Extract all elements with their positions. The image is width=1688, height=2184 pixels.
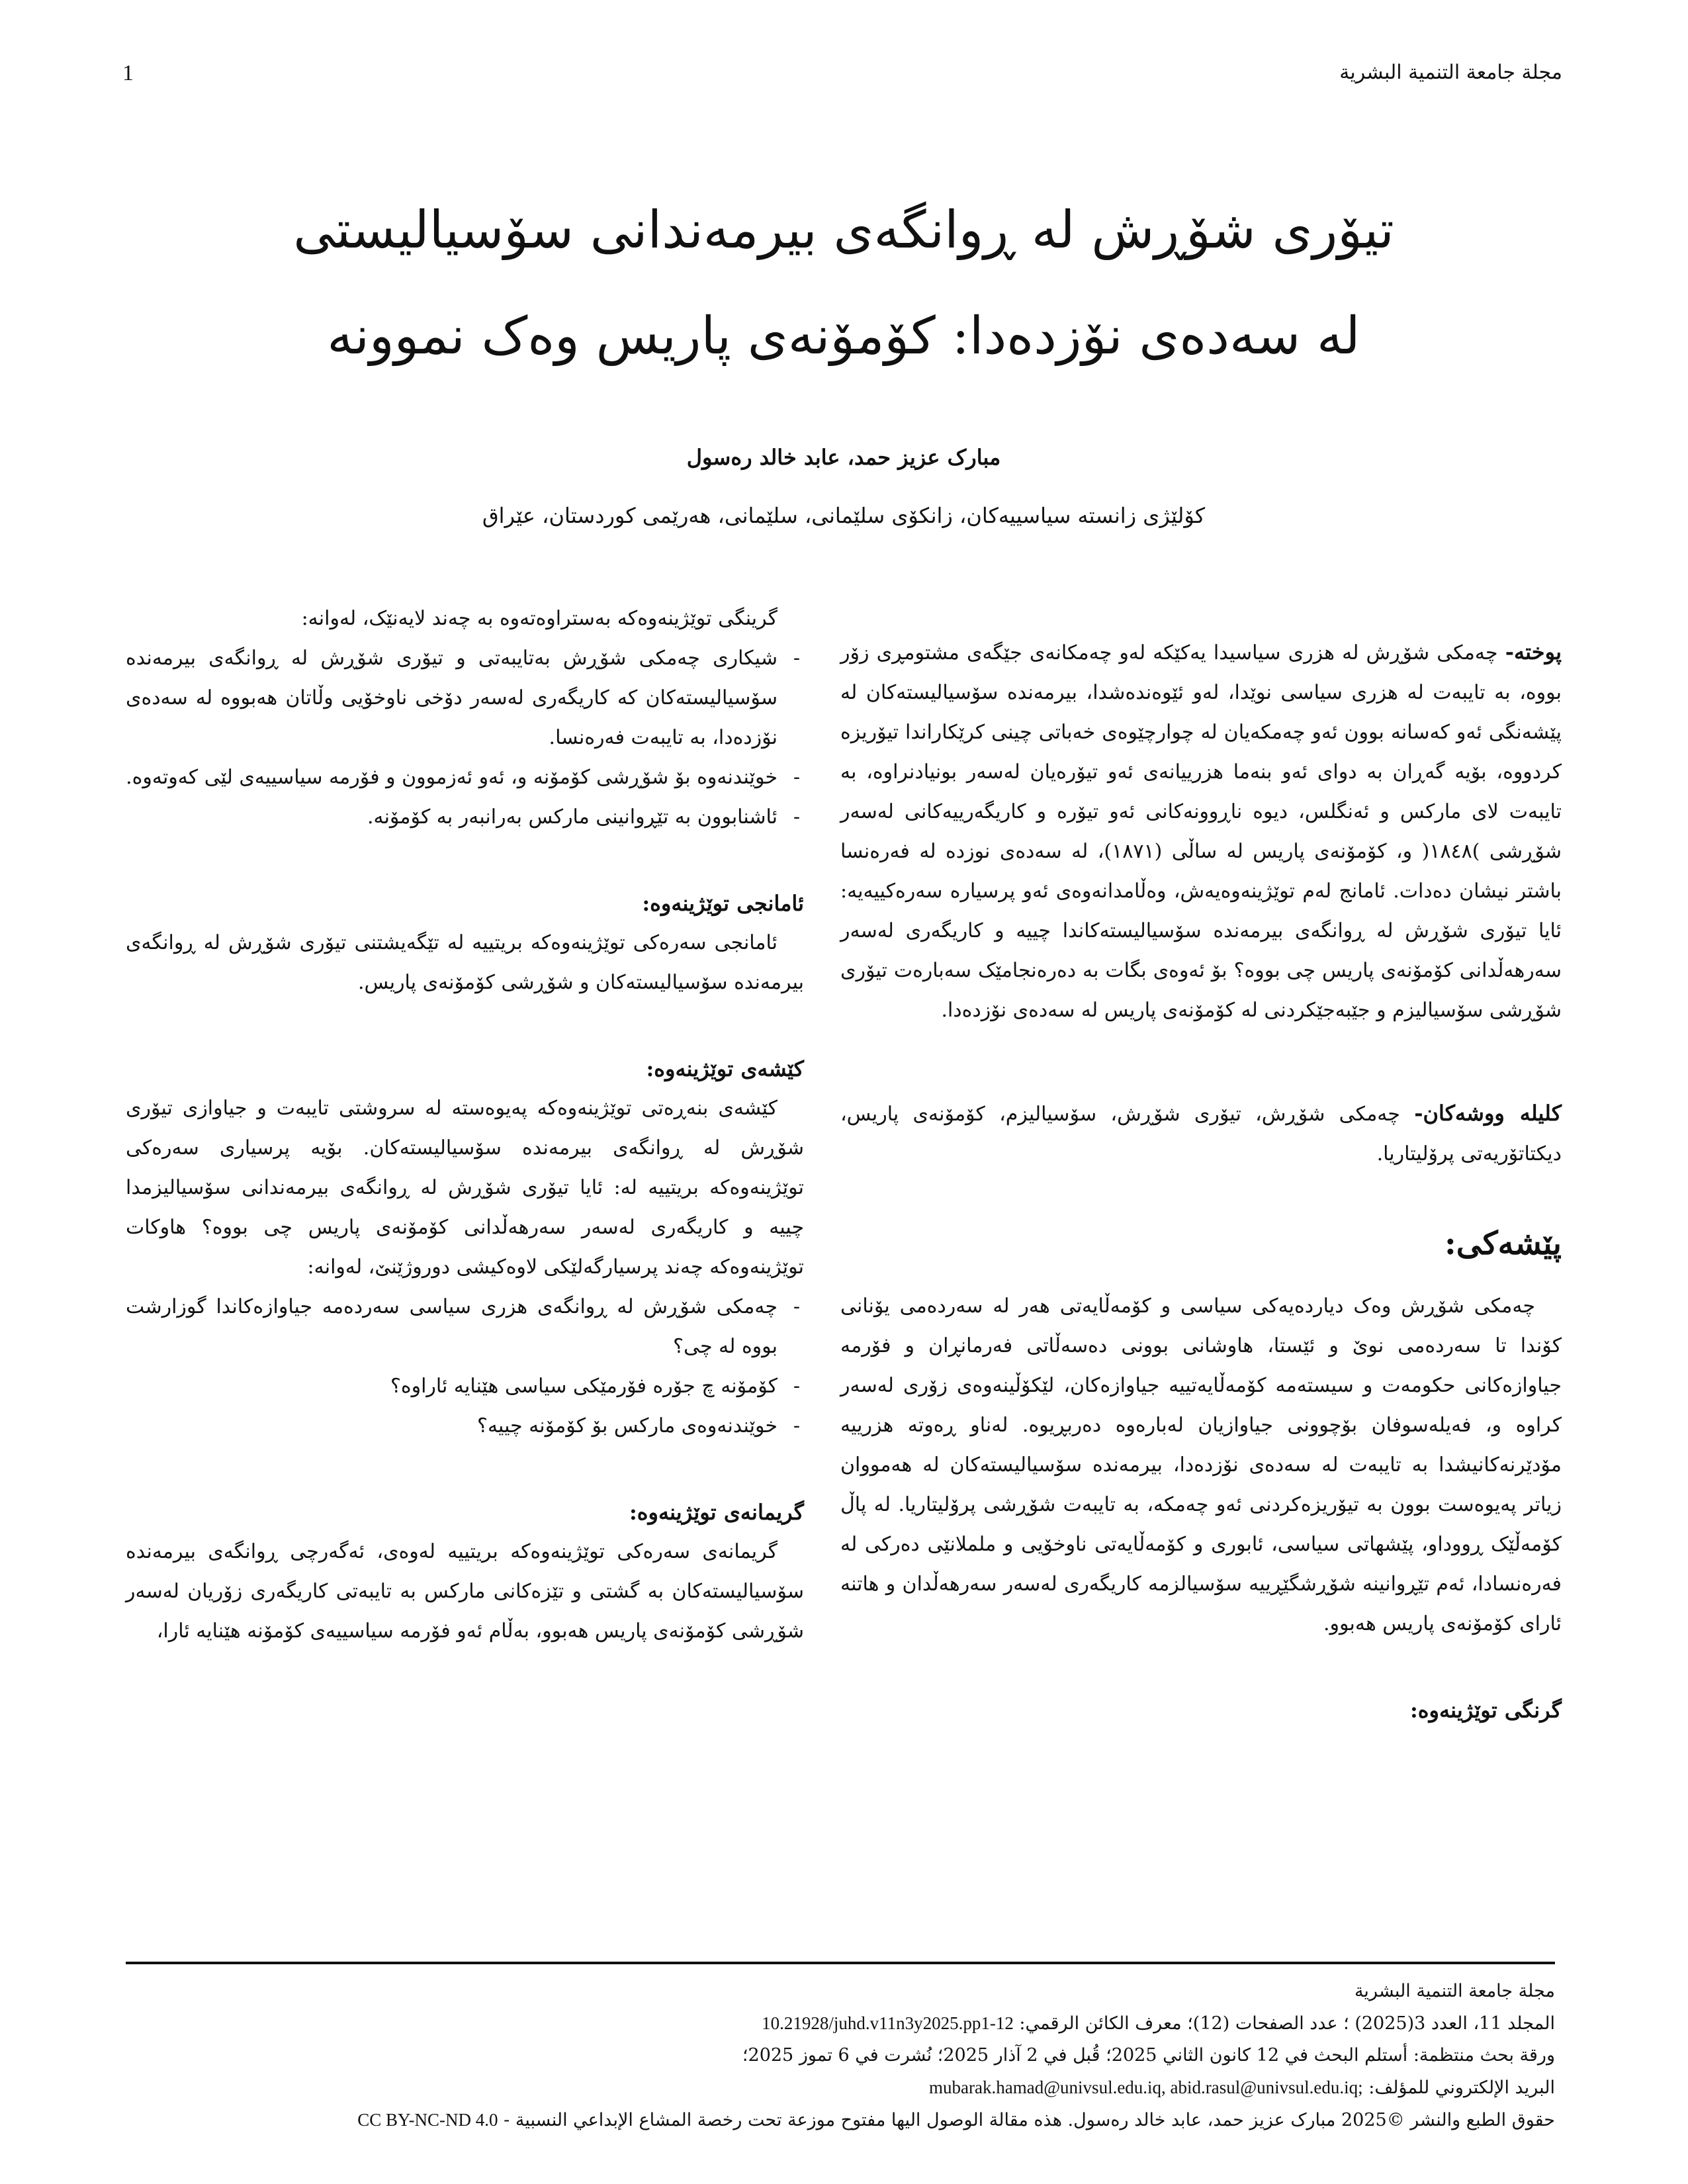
problem-text: کێشەی بنەڕەتی توێژینەوەکە پەیوەستە لە سروشتی تایبەت و جیاوازی تیۆری شۆڕش لە ڕوانگەی بیرمەندە سۆسیالیستەکان. بۆیە پرسیاری سەرەکی توێژینەوەکە بریتییە لە: ئایا تیۆری شۆڕش لە ڕوانگەی بیرمەندانی سۆسیالیزمدا چییە و کاریگەری لەسەر سەرهەڵدانی کۆمۆنەی پاریس چی بووە؟ هاوکات توێژینەوەکە چەند پرسیارگەلێکی لاوەکیشی دوروژێنێ، لەوانە:: [126, 1097, 804, 1279]
right-column: [840, 632, 1562, 1730]
footer: [126, 1976, 1555, 2136]
paper-title-line-1: تیۆری شۆڕش لە ڕوانگەی بیرمەندانی سۆسیالیستی: [293, 201, 1394, 260]
footer-copyright: [126, 2104, 1555, 2136]
question-item: - خوێندنەوەی مارکس بۆ کۆمۆنە چییە؟: [126, 1406, 777, 1446]
paper-title: [185, 177, 1502, 389]
hypothesis-heading: گریمانەی توێژینەوە:: [629, 1500, 804, 1525]
footer-copyright-text: حقوق الطبع والنشر ©2025 مبارک عزیز حمد، عابد خالد رەسول. هذه مقالة الوصول اليها مفتوح موزعة تحت رخصة المشاع الإبداعي النسبية -: [504, 2110, 1555, 2130]
keywords-label: کلیلە ووشەکان-: [1414, 1101, 1562, 1126]
journal-name-header: مجلة جامعة التنمية البشرية: [1339, 61, 1562, 84]
question-item: - چەمکی شۆڕش لە ڕوانگەی هزری سیاسی سەردەمە جیاوازەکاندا گوزارشت بووە لە چی؟: [126, 1287, 777, 1367]
problem-heading: کێشەی توێژینەوە:: [646, 1056, 804, 1081]
problem-questions-list: [126, 1287, 804, 1446]
footer-divider: [126, 1962, 1555, 1964]
importance-list: [126, 639, 804, 837]
footer-license: CC BY-NC-ND 4.0: [357, 2110, 498, 2130]
affiliation: کۆلێژی زانستە سیاسییەکان، زانکۆی سلێمانی، سلێمانی، هەرێمی کوردستان، عێراق: [482, 503, 1206, 528]
importance-item: - شیکاری چەمکی شۆڕش بەتایبەتی و تیۆری شۆڕش لە ڕوانگەی بیرمەندە سۆسیالیستەکان کە کاریگەری لەسەر دۆخی ناوخۆیی وڵاتان هەبووە لە سەدەی نۆزدەدا، بە تایبەت فەرەنسا.: [126, 639, 777, 758]
importance-item: - ئاشنابوون بە تێڕوانینی مارکس بەرانبەر بە کۆمۆنە.: [126, 797, 777, 837]
importance-item: - خوێندنەوە بۆ شۆڕشی کۆمۆنە و، ئەو ئەزموون و فۆرمە سیاسییەی لێی کەوتەوە.: [126, 758, 777, 797]
footer-email-addresses[interactable]: mubarak.hamad@univsul.edu.iq, abid.rasul@univsul.edu.iq;: [929, 2077, 1363, 2097]
footer-email: [126, 2071, 1555, 2104]
importance-intro: گرینگی توێژینەوەکە بەستراوەتەوە بە چەند لایەنێک، لەوانە:: [301, 607, 777, 630]
keywords-text: چەمکی شۆڕش، تیۆری شۆڕش، سۆسیالیزم، کۆمۆنەی پاریس، دیکتاتۆریەتی پرۆلیتاریا.: [840, 1103, 1562, 1165]
footer-journal: مجلة جامعة التنمية البشرية: [1354, 1981, 1555, 2001]
abstract: [840, 632, 1562, 1030]
hypothesis-text: گریمانەی سەرەکی توێژینەوەکە بریتییە لەوەی، ئەگەرچی ڕوانگەی بیرمەندە سۆسیالیستەکان بە گشتی و تێزەکانی مارکس بە تایبەتی کاریگەری زۆریان لەسەر شۆڕشی کۆمۆنەی پاریس هەبوو، بەڵام ئەو فۆرمە سیاسییەی کۆمۆنە هێنایە ئارا،: [126, 1540, 804, 1643]
importance-heading: گرنگی توێژینەوە:: [1409, 1698, 1562, 1723]
footer-email-label: البريد الإلكتروني للمؤلف:: [1368, 2077, 1555, 2098]
abstract-text: چەمکی شۆڕش لە هزری سیاسیدا یەکێکە لەو چەمکانەی جێگەی مشتومڕی زۆر بووە، بە تایبەت لە هزری سیاسی نوێدا، لەو ئێوەندەشدا، بیرمەندە سۆسیالیستەکان لە پێشەنگی ئەو کەسانە بوون ئەو چەمکەیان لە چوارچێوەی خەباتی چینی کرێکاراندا تیۆریزە کردووە، بۆیە گەڕان بە دوای ئەو بنەما هزرییانەی ئەو تیۆرەیان لەسەر بونیادنراوە، بە تایبەت لای مارکس و ئەنگلس، دیوە ناڕوونەکانی ئەو تیۆرە و کاریگەرییەکانی لەسەر شۆڕشی )١٨٤٨( و، کۆمۆنەی پاریس لە ساڵی (١٨٧١)، لە سەدەی نوزدە لە فەرەنسا باشتر نیشان دەدات. ئامانج لەم توێژینەوەیەش، وەڵامدانەوەی ئەو پرسیارە سەرەکییەیە: ئایا تیۆری شۆڕش لە ڕوانگەی بیرمەندە سۆسیالیستەکاندا چییە و کاریگەری لەسەر سەرهەڵدانی کۆمۆنەی پاریس چی بووە؟ بۆ ئەوەی بگات بە دەرەنجامێک سەبارەت تیۆری شۆڕشی سۆسیالیزم و جێبەجێکردنی لە کۆمۆنەی پاریس لە سەدەی نۆزدەدا.: [840, 641, 1562, 1022]
keywords: [840, 1093, 1562, 1174]
intro-heading: پێشەکی:: [1444, 1225, 1562, 1262]
footer-dates: ورقة بحث منتظمة: أستلم البحث في 12 كانون الثاني 2025؛ قُبل في 2 آذار 2025؛ نُشرت في 6 تموز 2025؛: [742, 2045, 1555, 2066]
authors: مبارک عزیز حمد، عابد خالد رەسول: [686, 445, 1001, 470]
aim-heading: ئامانجی توێژینەوە:: [642, 891, 804, 916]
footer-volume: [126, 2007, 1555, 2040]
abstract-label: پوختە-: [1505, 639, 1562, 664]
footer-volume-label: المجلد 11، العدد 3(2025) ؛ عدد الصفحات (12)؛ معرف الكائن الرقمي:: [1019, 2013, 1555, 2034]
page-number: 1: [122, 61, 134, 85]
left-column: [126, 599, 804, 1651]
question-item: - کۆمۆنە چ جۆرە فۆرمێکی سیاسی هێنایە ئاراوە؟: [126, 1367, 777, 1406]
paper-title-line-2: لە سەدەی نۆزدەدا: کۆمۆنەی پاریس وەک نموونە: [327, 306, 1360, 366]
footer-doi: 10.21928/juhd.v11n3y2025.pp1-12: [762, 2013, 1014, 2033]
aim-text: ئامانجی سەرەکی توێژینەوەکە بریتییە لە تێگەیشتنی تیۆری شۆڕش لە ڕوانگەی بیرمەندە سۆسیالیستەکان و شۆڕشی کۆمۆنەی پاریس.: [126, 931, 804, 994]
intro-text: چەمکی شۆڕش وەک دیاردەیەکی سیاسی و کۆمەڵایەتی هەر لە سەردەمی یۆنانی کۆندا تا سەردەمی نوێ و ئێستا، هاوشانی بوونی دەسەڵاتی فەرمانڕان و فۆرمە جیاوازەکانی حکومەت و سیستەمە کۆمەڵایەتییە جیاوازەکان، لێکۆڵینەوەی زۆری لەسەر کراوە و، فەیلەسوفان بۆچوونی جیاوازیان لەبارەوە دەربڕیوە. لەناو ڕەوتە هزرییە مۆدێرنەکانیشدا بە تایبەت لە سەدەی نۆزدەدا، بیرمەندە سۆسیالیستەکان لە هەمووان زیاتر پەیوەست بوون بە تیۆریزەکردنی ئەو چەمکە، بە تایبەت شۆڕشی پرۆلیتاریا. لە پاڵ کۆمەڵێک ڕووداو، پێشهاتی سیاسی، ئابوری و کۆمەڵایەتی ناوخۆیی و ململانێی دەرکی لە فەرەنسادا، ئەم تێڕوانینە شۆڕشگێڕییە سۆسیالزمە کاریگەری لەسەر سەرهەڵدان و هاتنە ئارای کۆمۆنەی پاریس هەبوو.: [840, 1295, 1562, 1635]
